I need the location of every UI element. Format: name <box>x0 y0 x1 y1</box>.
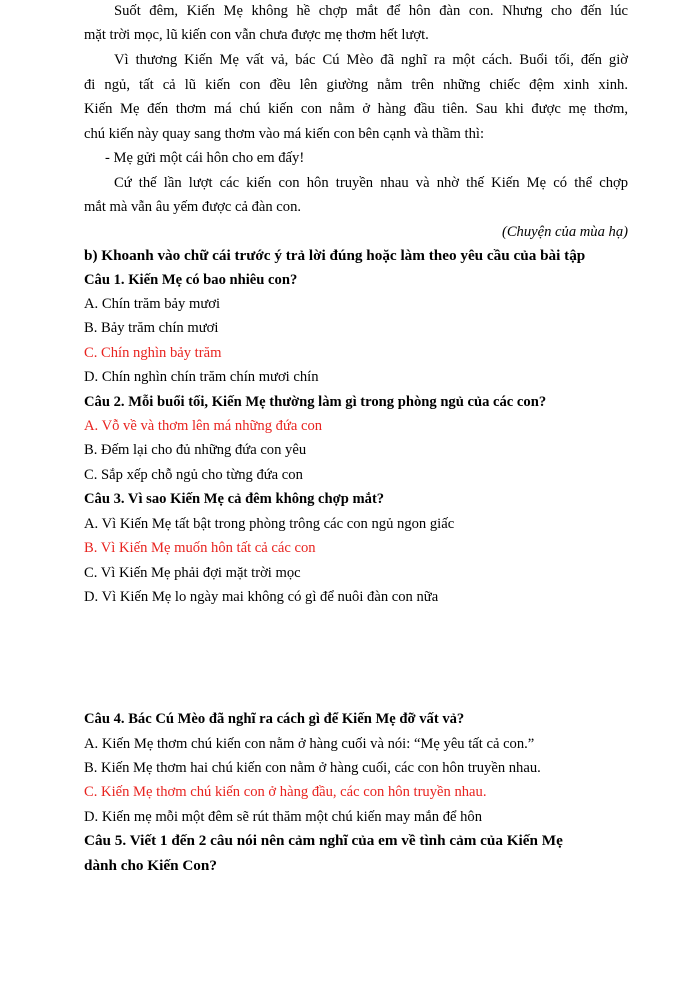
story-line: mắt mà vẫn âu yếm được cả đàn con. <box>84 199 302 215</box>
story-line: chú kiến này quay sang thơm vào má kiến con bên cạnh và thầm thì: <box>84 126 485 142</box>
story-line: mặt trời mọc, lũ kiến con vẫn chưa được mẹ thơm hết lượt. <box>84 27 429 43</box>
story-line: - Mẹ gửi một cái hôn cho em đấy! <box>105 150 305 166</box>
question-5-title-cont: dành cho Kiến Con? <box>84 857 217 874</box>
question-4-title: Câu 4. Bác Cú Mèo đã nghĩ ra cách gì để Kiến Mẹ đỡ vất vả? <box>84 711 465 727</box>
q1-option-b[interactable]: B. Bảy trăm chín mươi <box>84 320 219 336</box>
instruction-heading: b) Khoanh vào chữ cái trước ý trả lời đúng hoặc làm theo yêu cầu của bài tập <box>84 247 586 264</box>
story-line: Suốt đêm, Kiến Mẹ không hề chợp mắt để hôn đàn con. Nhưng cho đến lúc <box>114 3 628 19</box>
q2-option-a-answer[interactable]: A. Vỗ về và thơm lên má những đứa con <box>84 418 323 434</box>
question-5-title: Câu 5. Viết 1 đến 2 câu nói nên cảm nghĩ của em về tình cảm của Kiến Mẹ <box>84 832 563 849</box>
question-3-title: Câu 3. Vì sao Kiến Mẹ cả đêm không chợp mắt? <box>84 491 385 507</box>
q2-option-c[interactable]: C. Sắp xếp chỗ ngủ cho từng đứa con <box>84 467 303 483</box>
q4-option-d[interactable]: D. Kiến mẹ mỗi một đêm sẽ rút thăm một chú kiến may mắn để hôn <box>84 809 483 825</box>
story-line: Cứ thế lần lượt các kiến con hôn truyền nhau và nhờ thế Kiến Mẹ có thể chợp <box>114 175 628 191</box>
story-line: Vì thương Kiến Mẹ vất vả, bác Cú Mèo đã nghĩ ra một cách. Buổi tối, đến giờ <box>114 52 628 68</box>
q4-option-a[interactable]: A. Kiến Mẹ thơm chú kiến con nằm ở hàng cuối và nói: “Mẹ yêu tất cả con.” <box>84 736 535 752</box>
q1-option-a[interactable]: A. Chín trăm bảy mươi <box>84 296 221 312</box>
q3-option-c[interactable]: C. Vì Kiến Mẹ phải đợi mặt trời mọc <box>84 565 301 581</box>
story-line: đi ngủ, tất cả lũ kiến con đều lên giường nằm trên những chiếc đệm xinh xinh. <box>84 77 628 93</box>
q4-option-c-answer[interactable]: C. Kiến Mẹ thơm chú kiến con ở hàng đầu, các con hôn truyền nhau. <box>84 784 487 800</box>
q4-option-b[interactable]: B. Kiến Mẹ thơm hai chú kiến con nằm ở hàng cuối, các con hôn truyền nhau. <box>84 760 541 776</box>
q2-option-b[interactable]: B. Đếm lại cho đủ những đứa con yêu <box>84 442 307 458</box>
q3-option-d[interactable]: D. Vì Kiến Mẹ lo ngày mai không có gì để nuôi đàn con nữa <box>84 589 439 605</box>
story-source: (Chuyện của mùa hạ) <box>501 224 628 240</box>
question-1-title: Câu 1. Kiến Mẹ có bao nhiêu con? <box>84 272 298 288</box>
story-line: Kiến Mẹ đến thơm má chú kiến con nằm ở hàng đầu tiên. Sau khi được mẹ thơm, <box>84 101 628 117</box>
question-2-title: Câu 2. Mỗi buổi tối, Kiến Mẹ thường làm gì trong phòng ngủ của các con? <box>84 394 547 410</box>
q3-option-b-answer[interactable]: B. Vì Kiến Mẹ muốn hôn tất cả các con <box>84 540 316 556</box>
q1-option-d[interactable]: D. Chín nghìn chín trăm chín mươi chín <box>84 369 319 385</box>
q3-option-a[interactable]: A. Vì Kiến Mẹ tất bật trong phòng trông các con ngủ ngon giấc <box>84 516 455 532</box>
q1-option-c-answer[interactable]: C. Chín nghìn bảy trăm <box>84 345 222 361</box>
